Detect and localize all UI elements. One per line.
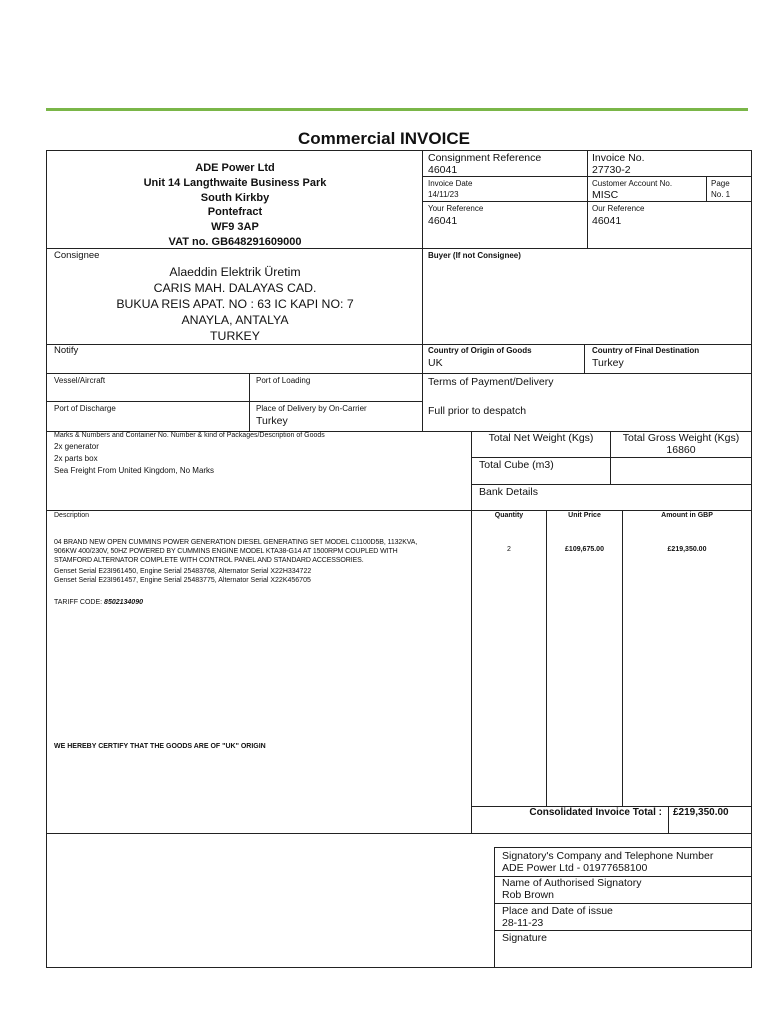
divider: [46, 833, 752, 834]
divider: [584, 344, 585, 373]
frame-bottom: [46, 967, 752, 968]
terms-value: Full prior to despatch: [428, 405, 527, 417]
divider: [471, 431, 472, 833]
terms-label: Terms of Payment/Delivery: [428, 376, 554, 388]
page-value: No. 1: [711, 190, 731, 199]
divider: [622, 510, 623, 806]
divider: [46, 401, 423, 402]
country-origin-value: UK: [428, 357, 443, 369]
divider: [422, 150, 423, 431]
divider: [668, 806, 669, 833]
item-unit-price: £109,675.00: [565, 546, 604, 553]
seller-address-line: Unit 14 Langthwaite Business Park: [143, 176, 327, 189]
port-loading-label: Port of Loading: [256, 376, 311, 385]
seller-name: ADE Power Ltd: [195, 162, 275, 174]
header-accent-line: [46, 108, 748, 111]
tariff-code-label: TARIFF CODE:: [54, 599, 103, 606]
port-discharge-label: Port of Discharge: [54, 404, 116, 413]
consignee-address-line: CARIS MAH. DALAYAS CAD.: [153, 281, 317, 295]
amount-header: Amount in GBP: [661, 512, 713, 519]
frame-top: [46, 150, 752, 151]
your-reference-value: 46041: [428, 215, 458, 227]
tariff-code-value: 8502134090: [104, 599, 143, 606]
document-title: Commercial INVOICE: [298, 129, 470, 148]
country-origin-label: Country of Origin of Goods: [428, 346, 532, 355]
tariff-code: [54, 599, 143, 607]
cube-label: Total Cube (m3): [479, 459, 554, 471]
seller-vat: VAT no. GB648291609000: [168, 235, 302, 248]
item-serial-line: Genset Serial E23I961450, Engine Serial 25483768, Alternator Serial X22H334722: [54, 568, 312, 575]
seller-postcode: WF9 3AP: [211, 221, 259, 234]
consignee-label: Consignee: [54, 250, 100, 261]
gross-weight-label: Total Gross Weight (Kgs): [622, 432, 740, 444]
divider: [471, 484, 752, 485]
invoice-no-label: Invoice No.: [592, 152, 645, 164]
gross-weight-value: 16860: [666, 444, 696, 456]
divider: [587, 150, 588, 248]
unit-price-header: Unit Price: [568, 512, 601, 519]
consignment-reference-label: Consignment Reference: [428, 152, 542, 164]
place-delivery-value: Turkey: [256, 415, 288, 427]
our-reference-label: Our Reference: [592, 204, 645, 213]
quantity-header: Quantity: [494, 512, 524, 519]
divider: [494, 930, 752, 931]
vessel-label: Vessel/Aircraft: [54, 376, 106, 385]
bank-label: Bank Details: [479, 486, 538, 498]
marks-line: 2x parts box: [54, 454, 98, 463]
signatory-name-value: Rob Brown: [502, 889, 554, 901]
divider: [494, 847, 495, 968]
signatory-company-label: Signatory's Company and Telephone Number: [502, 850, 714, 862]
frame-left: [46, 150, 47, 968]
divider: [471, 457, 752, 458]
origin-certification: WE HEREBY CERTIFY THAT THE GOODS ARE OF "UK" ORIGIN: [54, 743, 266, 750]
page-label: Page: [711, 179, 730, 188]
item-description-line: 04 BRAND NEW OPEN CUMMINS POWER GENERATION DIESEL GENERATING SET MODEL C1100D5B, 1132KVA,: [54, 539, 418, 546]
item-serial-line: Genset Serial E23I961457, Engine Serial 25483775, Alternator Serial X22K456705: [54, 577, 311, 584]
customer-account-value: MISC: [592, 189, 619, 201]
invoice-date-label: Invoice Date: [428, 179, 473, 188]
place-delivery-label: Place of Delivery by On-Carrier: [256, 404, 367, 413]
customer-account-label: Customer Account No.: [592, 179, 673, 188]
invoice-no-value: 27730-2: [592, 164, 631, 176]
notify-label: Notify: [54, 345, 79, 356]
marks-line: 2x generator: [54, 442, 99, 451]
invoice-total-value: £219,350.00: [673, 807, 729, 818]
buyer-label: Buyer (If not Consignee): [428, 251, 521, 260]
country-destination-label: Country of Final Destination: [592, 346, 700, 355]
seller-address-line: South Kirkby: [200, 191, 270, 204]
description-header: Description: [54, 512, 90, 519]
consignee-address-line: ANAYLA, ANTALYA: [181, 313, 289, 327]
consignment-reference-value: 46041: [428, 164, 458, 176]
item-description-line: STAMFORD ALTERNATOR COMPLETE WITH CONTROL PANEL AND STANDARD ACCESSORIES.: [54, 557, 364, 564]
divider: [494, 903, 752, 904]
your-reference-label: Your Reference: [428, 204, 484, 213]
divider: [249, 373, 250, 431]
issue-date-value: 28-11-23: [502, 917, 544, 929]
item-quantity: 2: [507, 546, 511, 553]
marks-line: Sea Freight From United Kingdom, No Marks: [54, 466, 215, 475]
item-description-line: 906KW 400/230V, 50HZ POWERED BY CUMMINS ENGINE MODEL KTA38-G14 AT 1500RPM COUPLED WITH: [54, 548, 398, 555]
divider: [46, 344, 752, 345]
divider: [422, 176, 752, 177]
issue-place-date-label: Place and Date of issue: [502, 905, 613, 917]
signatory-company-value: ADE Power Ltd - 01977658100: [502, 862, 648, 874]
marks-label: Marks & Numbers and Container No. Number & kind of Packages/Description of Goods: [54, 432, 325, 439]
divider: [546, 510, 547, 806]
seller-address-line: Pontefract: [207, 206, 263, 219]
signatory-name-label: Name of Authorised Signatory: [502, 877, 642, 889]
divider: [46, 510, 752, 511]
invoice-total-label: Consolidated Invoice Total :: [529, 807, 662, 818]
invoice-date-value: 14/11/23: [428, 190, 459, 199]
our-reference-value: 46041: [592, 215, 622, 227]
divider: [494, 847, 752, 848]
item-amount: £219,350.00: [667, 546, 707, 553]
divider: [422, 201, 752, 202]
divider: [706, 176, 707, 201]
seller-address: [48, 161, 422, 250]
net-weight-label: Total Net Weight (Kgs): [488, 432, 594, 444]
divider: [46, 373, 752, 374]
consignee-address: [48, 264, 422, 344]
consignee-name: Alaeddin Elektrik Üretim: [169, 265, 301, 279]
consignee-address-line: BUKUA REIS APAT. NO : 63 IC KAPI NO: 7: [116, 297, 354, 311]
country-destination-value: Turkey: [592, 357, 624, 369]
consignee-country: TURKEY: [210, 329, 260, 343]
frame-right: [751, 150, 752, 968]
signature-label: Signature: [502, 932, 547, 944]
